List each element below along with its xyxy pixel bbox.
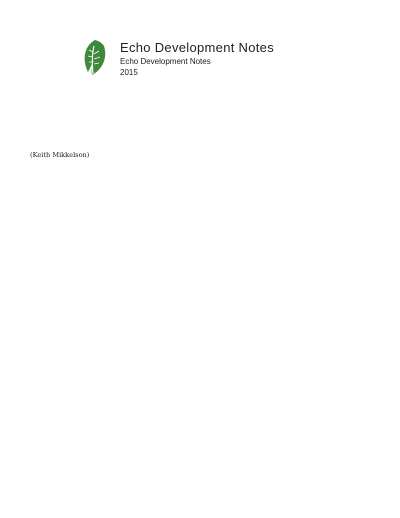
paragraph-2 <box>30 196 370 302</box>
paragraph-author <box>30 150 370 174</box>
echo-leaf-logo-icon <box>80 38 110 76</box>
paragraph-4 <box>30 452 370 500</box>
header-text <box>120 40 380 78</box>
page-header <box>80 38 380 86</box>
author-name: (Keith Mikkelson) <box>30 151 90 159</box>
header-date: 2015 <box>120 68 138 77</box>
paragraph-3 <box>30 334 370 444</box>
header-subtitle: Echo Development Notes <box>120 57 211 66</box>
header-title: Echo Development Notes <box>120 40 275 55</box>
